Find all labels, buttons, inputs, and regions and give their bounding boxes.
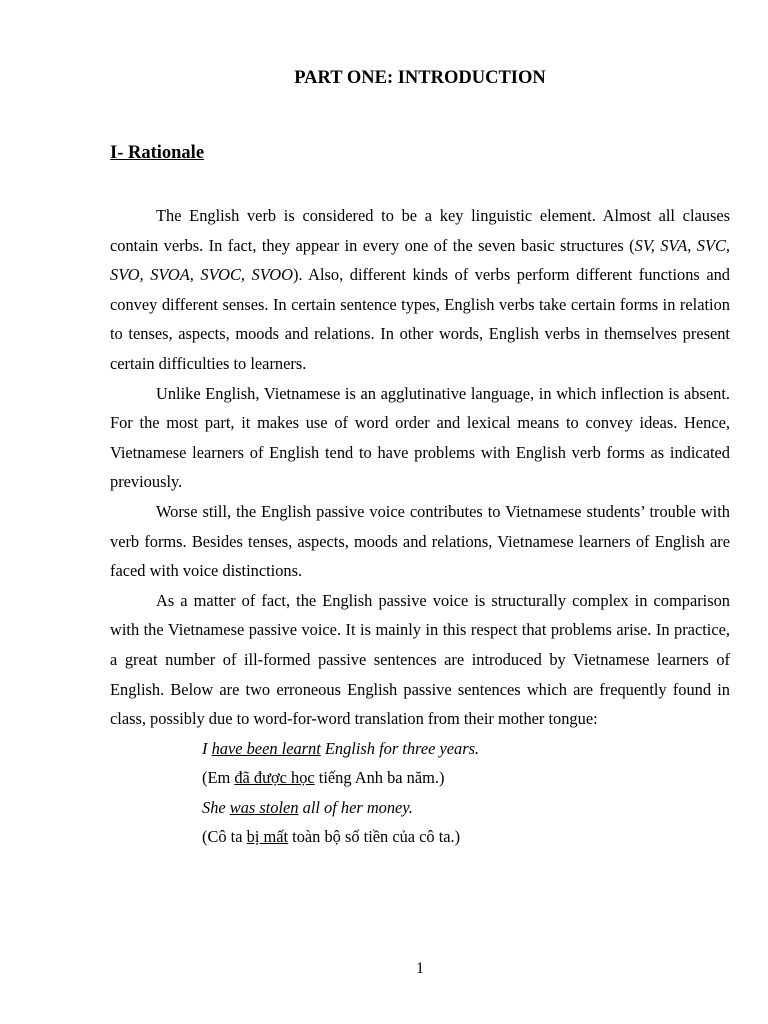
example-2-post: all of her money.: [298, 797, 413, 817]
section-heading: I- Rationale: [110, 143, 205, 163]
paragraph-4: As a matter of fact, the English passive voice is structurally complex in comparison with the Vietnamese passive voice. It is mainly in this respect that problems arise. In practice, a great number of ill-formed passive sentences are introduced by Vietnamese learners of English. Below are two erroneous English passive sentences which are frequently found in class, possibly due to word-for-word translation from their mother tongue:: [110, 590, 730, 729]
example-2-pre: She: [202, 797, 230, 817]
translation-1-post: tiếng Anh ba năm.): [314, 768, 445, 788]
example-2-verb: was stolen: [229, 797, 299, 817]
example-1-post: English for three years.: [320, 738, 480, 758]
paragraph-2: Unlike English, Vietnamese is an agglutinative language, in which inflection is absent. For the most part, it makes use of word order and lexical means to convey ideas. Hence, Vietnamese learners of English tend to have problems with English verb forms as indicated previously.: [110, 383, 730, 492]
example-1-verb: have been learnt: [211, 738, 321, 758]
translation-2-post: toàn bộ số tiền của cô ta.): [288, 827, 461, 847]
translation-1-pre: (Em: [202, 768, 235, 788]
page-title: PART ONE: INTRODUCTION: [294, 68, 546, 88]
paragraph-1-text-a: The English verb is considered to be a key linguistic element. Almost all clauses contain verbs. In fact, they appear in every one of the seven basic structures (: [110, 206, 730, 255]
example-sentences: [110, 734, 730, 852]
body-text: [110, 201, 730, 852]
paragraph-1-text-b: ). Also, different kinds of verbs perform different functions and convey different senses. In certain sentence types, English verbs take certain forms in relation to tenses, aspects, moods and relations. In other words, English verbs in themselves present certain difficulties to learners.: [110, 265, 730, 373]
translation-2-verb: bị mất: [246, 827, 289, 847]
sentence-structures: SV, SVA, SVC, SVO, SVOA, SVOC, SVOO: [110, 235, 730, 285]
paragraph-1: [110, 201, 730, 379]
translation-1-verb: đã được học: [234, 768, 315, 788]
translation-1: [110, 763, 730, 793]
translation-2-pre: (Cô ta: [202, 827, 247, 847]
example-1: [110, 734, 730, 764]
page-number: 1: [416, 960, 424, 977]
example-1-pre: I: [202, 738, 212, 758]
paragraph-3: Worse still, the English passive voice contributes to Vietnamese students’ trouble with verb forms. Besides tenses, aspects, moods and relations, Vietnamese learners of English are faced with voice distinctions.: [110, 501, 730, 581]
example-2: [110, 793, 730, 823]
translation-2: [110, 822, 730, 852]
